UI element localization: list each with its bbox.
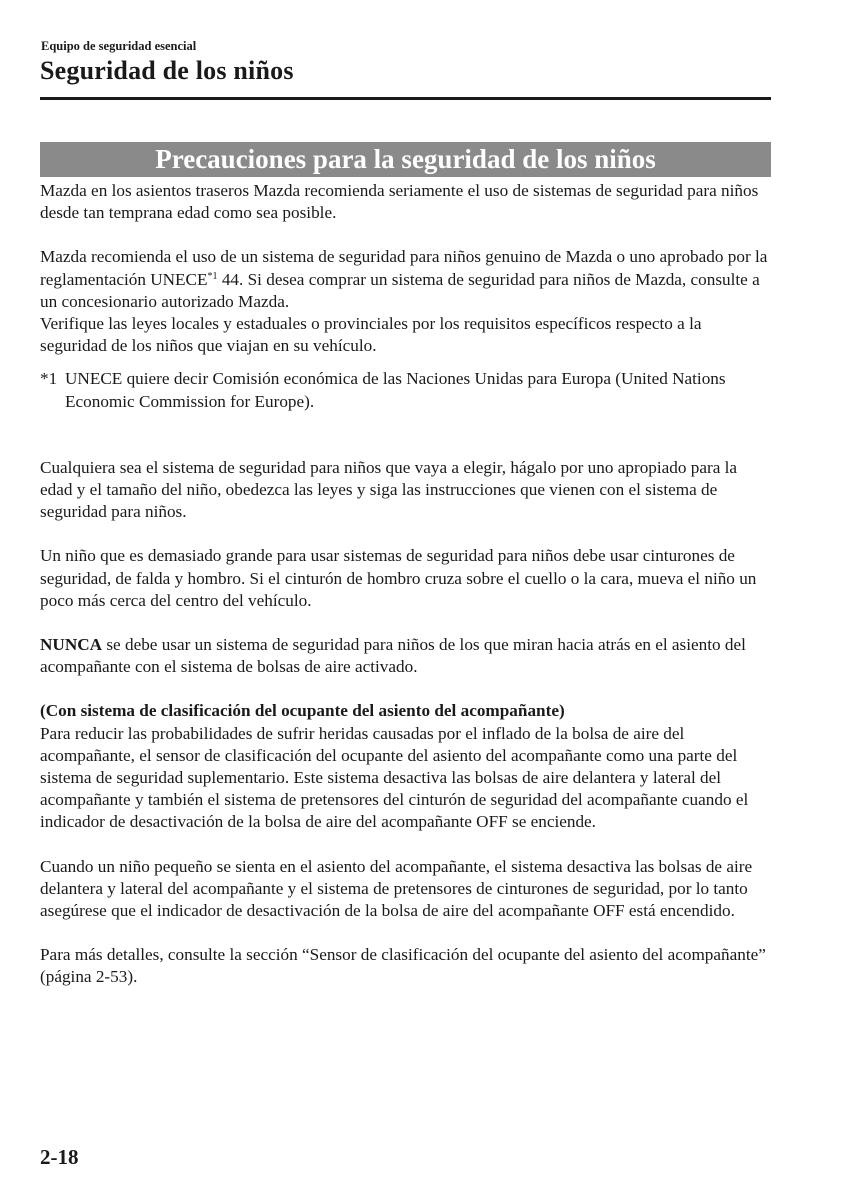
paragraph-4: Cualquiera sea el sistema de seguridad para niños que vaya a elegir, hágalo por uno apropiado para la edad y el tamaño del niño, obedezca las leyes y siga las instrucciones que vienen con el sistema de seguridad para niños. <box>40 457 738 522</box>
page-title-banner: Precauciones para la seguridad de los niños <box>40 142 771 177</box>
footnote-reference: *1 <box>207 270 218 282</box>
paragraph-8: Cuando un niño pequeño se sienta en el asiento del acompañante, el sistema desactiva las bolsas de aire delantera y lateral del acompañante y el sistema de pretensores de cinturones de seguridad, por lo tanto asegúrese que el indicador de desactivación de la bolsa de aire del acompañante OFF está encendido. <box>40 856 753 921</box>
paragraph-3: Verifique las leyes locales y estaduales o provinciales por los requisitos específicos respecto a la seguridad de los niños que viajan en su vehículo. <box>40 314 702 356</box>
subheading-occupant-classification <box>40 700 772 722</box>
footnote <box>40 368 772 412</box>
paragraph-9: Para más detalles, consulte la sección “Sensor de clasificación del ocupante del asiento del acompañante” (página 2-53). <box>40 945 766 987</box>
paragraph-5: Un niño que es demasiado grande para usar sistemas de seguridad para niños debe usar cinturones de seguridad, de falda y hombro. Si el cinturón de hombro cruza sobre el cuello o la cara, mueva el niño un poco más cerca del centro del vehículo. <box>40 546 757 610</box>
section-title: Seguridad de los niños <box>40 56 294 85</box>
paragraph-2-part-b: 44. Si desea comprar un sistema de seguridad para niños de Mazda, consulte a un concesionario autorizado Mazda. <box>40 269 760 311</box>
footnote-text: UNECE quiere decir Comisión económica de las Naciones Unidas para Europa (United Nations Economic Commission for Europe). <box>65 369 726 411</box>
nunca-emphasis: NUNCA <box>40 635 103 655</box>
paragraph-1: Mazda en los asientos traseros Mazda recomienda seriamente el uso de sistemas de seguridad para niños desde tan temprana edad como sea posible. <box>40 181 759 223</box>
header-rule <box>40 97 771 100</box>
breadcrumb: Equipo de seguridad esencial <box>41 39 197 53</box>
footnote-mark: *1 <box>40 369 58 389</box>
page-number: 2-18 <box>40 1145 79 1169</box>
paragraph-6 <box>40 634 772 678</box>
subheading-text: (Con sistema de clasificación del ocupante del asiento del acompañante) <box>40 701 565 721</box>
paragraph-7: Para reducir las probabilidades de sufrir heridas causadas por el inflado de la bolsa de aire del acompañante, el sensor de clasificación del ocupante del asiento del acompañante como una parte del sistema de seguridad suplementario. Este sistema desactiva las bolsas de aire delantera y lateral del acompañante y también el sistema de pretensores del cinturón de seguridad del acompañante cuando el indicador de desactivación de la bolsa de aire del acompañante OFF se enciende. <box>40 723 749 832</box>
paragraph-6-rest: se debe usar un sistema de seguridad para niños de los que miran hacia atrás en el asiento del acompañante con el sistema de bolsas de aire activado. <box>40 635 746 677</box>
content-body <box>40 180 772 989</box>
paragraph-2 <box>40 246 772 313</box>
paragraph-2-part-a: Mazda recomienda el uso de un sistema de seguridad para niños genuino de Mazda o uno aprobado por la reglamentación UNECE <box>40 247 768 289</box>
